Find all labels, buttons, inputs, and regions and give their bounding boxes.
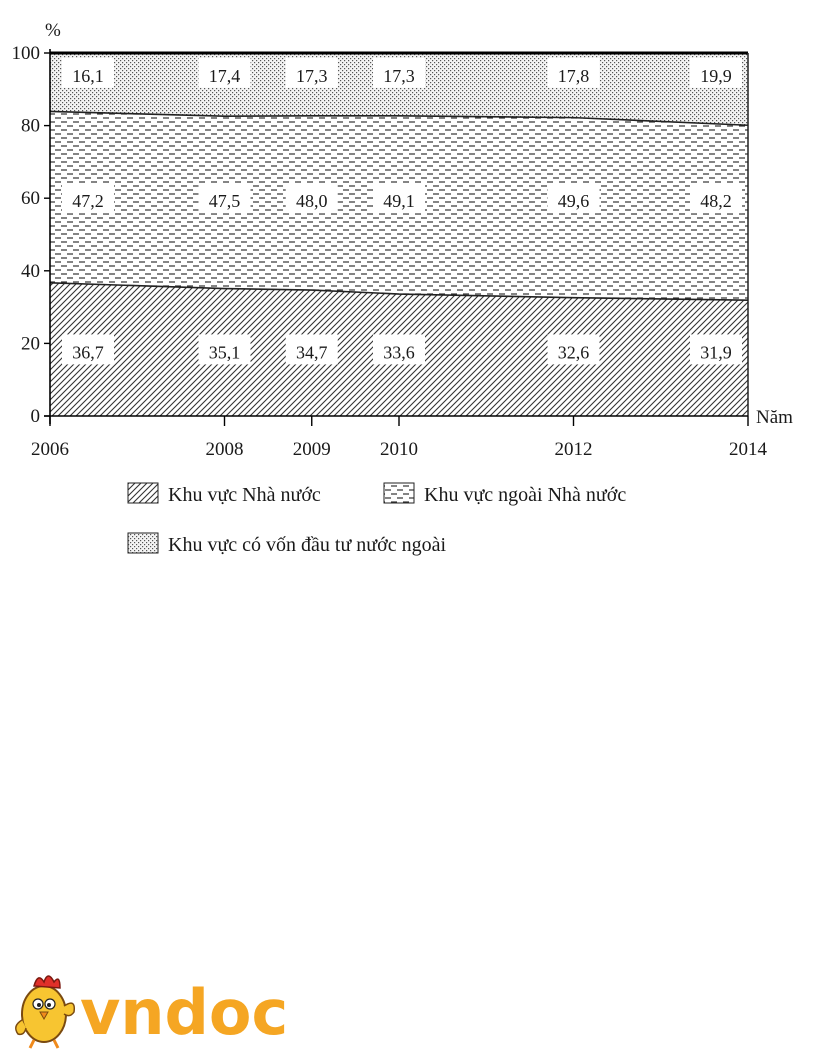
y-axis-unit-label: % — [45, 20, 61, 41]
x-tick-label: 2009 — [292, 439, 331, 460]
x-tick-label: 2012 — [554, 439, 593, 460]
value-label-state: 34,7 — [296, 342, 328, 363]
legend-label-non-state: Khu vực ngoài Nhà nước — [424, 484, 627, 506]
value-label-state: 33,6 — [383, 342, 415, 363]
legend-label-fdi: Khu vực có vốn đầu tư nước ngoài — [168, 534, 447, 556]
y-tick-label: 60 — [21, 188, 40, 210]
x-axis-title: Năm — [756, 407, 793, 428]
legend-item-state — [128, 483, 321, 506]
value-label-state: 35,1 — [208, 342, 241, 363]
legend-swatch-state — [128, 483, 158, 503]
value-label-fdi: 16,1 — [72, 65, 104, 86]
value-label-fdi: 17,3 — [383, 65, 415, 86]
value-label-state: 36,7 — [72, 342, 104, 363]
y-tick-label: 80 — [21, 115, 40, 137]
value-label-fdi: 17,3 — [296, 65, 328, 86]
x-tick-label: 2008 — [205, 439, 244, 460]
y-tick-label: 20 — [21, 333, 40, 355]
y-tick-label: 100 — [11, 43, 40, 64]
legend-label-state: Khu vực Nhà nước — [168, 484, 321, 506]
legend-item-fdi — [128, 533, 446, 556]
value-label-non-state: 47,5 — [208, 191, 241, 212]
value-label-fdi: 19,9 — [700, 65, 732, 86]
value-label-non-state: 48,2 — [700, 191, 732, 212]
value-label-non-state: 49,6 — [557, 191, 590, 212]
brand-wordmark: vndoc — [80, 976, 289, 1049]
value-label-non-state: 47,2 — [72, 191, 104, 212]
value-label-fdi: 17,8 — [557, 65, 590, 86]
value-label-state: 32,6 — [557, 342, 590, 363]
legend-swatch-non-state — [384, 483, 414, 503]
value-label-non-state: 48,0 — [296, 191, 328, 212]
cartoon-chicken-mascot-icon — [16, 976, 75, 1048]
legend-item-non-state — [384, 483, 626, 506]
y-tick-label: 0 — [30, 406, 40, 427]
x-tick-label: 2006 — [31, 439, 69, 460]
value-label-fdi: 17,4 — [208, 65, 241, 86]
legend-swatch-fdi — [128, 533, 158, 553]
y-ticks — [12, 43, 51, 427]
x-tick-label: 2014 — [729, 439, 767, 460]
x-tick-label: 2010 — [380, 439, 418, 460]
value-label-state: 31,9 — [700, 342, 732, 363]
vndoc-logo — [8, 962, 308, 1052]
x-ticks — [31, 416, 768, 460]
value-label-non-state: 49,1 — [383, 191, 415, 212]
legend — [128, 483, 626, 556]
y-tick-label: 40 — [21, 260, 40, 282]
